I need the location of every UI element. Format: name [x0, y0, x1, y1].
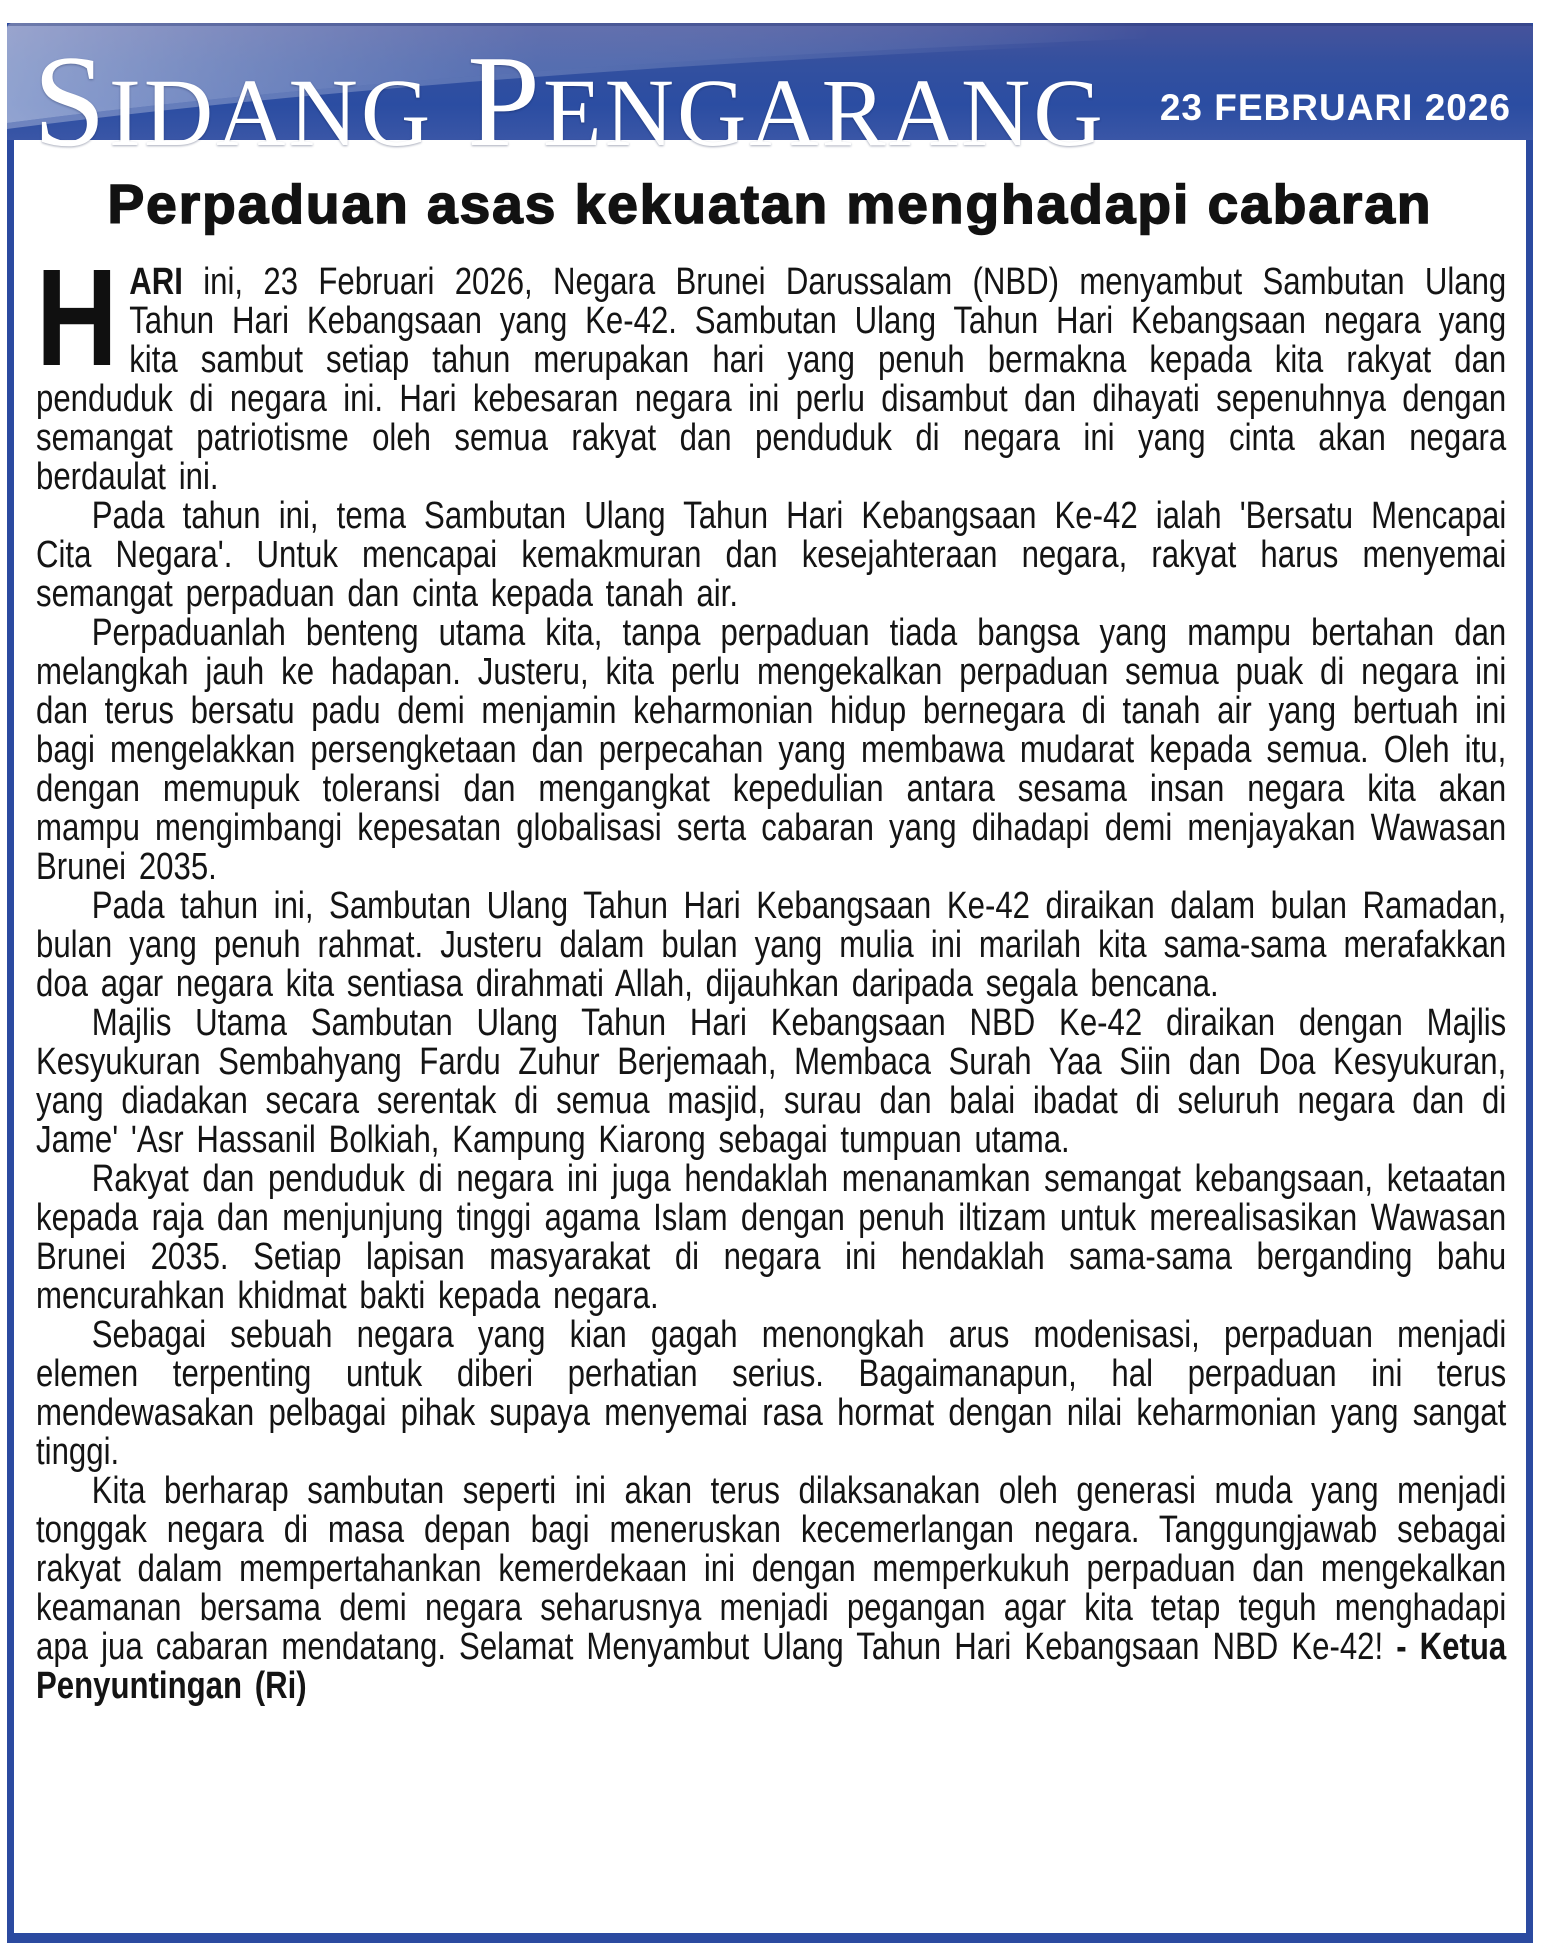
editor-signoff: - Ketua Penyuntingan (Ri): [36, 1625, 1507, 1707]
title-initial-2: P: [467, 29, 543, 174]
closing-text: Kita berharap sambutan seperti ini akan terus dilaksanakan oleh generasi muda yang menjadi tonggak negara di masa depan bagi meneruskan kecemerlangan negara. Tanggungjawab sebagai rakyat dalam mempertahankan kemerdekaan ini dengan memperkukuh perpaduan dan mengekalkan keamanan bersama demi negara seharusnya menjadi pegangan agar kita tetap teguh menghadapi apa jua cabaran mendatang. Selamat Menyambut Ulang Tahun Hari Kebangsaan NBD Ke-42!: [36, 1469, 1507, 1668]
article-paragraphs: [36, 494, 1507, 1473]
drop-cap: H: [36, 240, 118, 395]
article-paragraph: Pada tahun ini, tema Sambutan Ulang Tahun Hari Kebangsaan Ke-42 ialah 'Bersatu Mencapai Cita Negara'. Untuk mencapai kemakmuran dan kesejahteraan negara, rakyat harus menyemai semangat perpaduan dan cinta kepada tanah air.: [36, 494, 1507, 615]
editorial-frame: [7, 23, 1533, 1943]
title-initial-1: S: [33, 29, 109, 174]
issue-date: 23 FEBRUARI 2026: [1159, 87, 1511, 128]
article-paragraph: Perpaduanlah benteng utama kita, tanpa perpaduan tiada bangsa yang mampu bertahan dan melangkah jauh ke hadapan. Justeru, kita perlu mengekalkan perpaduan semua puak di negara ini dan terus bersatu padu demi menjamin keharmonian hidup bernegara di tanah air yang bertuah ini bagi mengelakkan persengketaan dan perpecahan yang membawa mudarat kepada semua. Oleh itu, dengan memupuk toleransi dan mengangkat kepedulian antara sesama insan negara kita akan mampu mengimbangi kepesatan globalisasi serta cabaran yang dihadapi demi menjayakan Wawasan Brunei 2035.: [36, 611, 1507, 888]
lead-word-bold: ARI: [129, 260, 183, 303]
title-rest-2: ENGARANG: [543, 59, 1106, 166]
article-paragraph: Rakyat dan penduduk di negara ini juga hendaklah menanamkan semangat kebangsaan, ketaatan kepada raja dan menjunjung tinggi agama Islam dengan penuh iltizam untuk merealisasikan Wawasan Brunei 2035. Setiap lapisan masyarakat di negara ini hendaklah sama-sama berganding bahu mencurahkan khidmat bakti kepada negara.: [36, 1157, 1507, 1317]
opening-text: ini, 23 Februari 2026, Negara Brunei Darussalam (NBD) menyambut Sambutan Ulang Tahun Hari Kebangsaan yang Ke-42. Sambutan Ulang Tahun Hari Kebangsaan negara yang kita sambut setiap tahun merupakan hari yang penuh bermakna kepada kita rakyat dan penduduk di negara ini. Hari kebesaran negara ini perlu disambut dan dihayati sepenuhnya dengan semangat patriotisme oleh semua rakyat dan penduduk di negara ini yang cinta akan negara berdaulat ini.: [36, 260, 1507, 498]
article-opening-paragraph: [36, 240, 1507, 498]
headline: Perpaduan asas kekuatan menghadapi cabaran: [107, 173, 1433, 235]
article-paragraph: Majlis Utama Sambutan Ulang Tahun Hari Kebangsaan NBD Ke-42 diraikan dengan Majlis Kesyukuran Sembahyang Fardu Zuhur Berjemaah, Membaca Surah Yaa Siin dan Doa Kesyukuran, yang diadakan secara serentak di semua masjid, surau dan balai ibadat di seluruh negara dan di Jame' 'Asr Hassanil Bolkiah, Kampung Kiarong sebagai tumpuan utama.: [36, 1001, 1507, 1161]
masthead-banner: [7, 23, 1533, 174]
article-closing-paragraph: [36, 1469, 1507, 1707]
title-rest-1: IDANG: [108, 59, 434, 166]
article-content: [14, 240, 1526, 1707]
publication-title: [33, 29, 1106, 174]
article-paragraph: Pada tahun ini, Sambutan Ulang Tahun Hari Kebangsaan Ke-42 diraikan dalam bulan Ramadan, bulan yang penuh rahmat. Justeru dalam bulan yang mulia ini marilah kita sama-sama merafakkan doa agar negara kita sentiasa dirahmati Allah, dijauhkan daripada segala bencana.: [36, 884, 1507, 1005]
article-paragraph: Sebagai sebuah negara yang kian gagah menongkah arus modenisasi, perpaduan menjadi elemen terpenting untuk diberi perhatian serius. Bagaimanapun, hal perpaduan ini terus mendewasakan pelbagai pihak supaya menyemai rasa hormat dengan nilai keharmonian yang sangat tinggi.: [36, 1313, 1507, 1473]
